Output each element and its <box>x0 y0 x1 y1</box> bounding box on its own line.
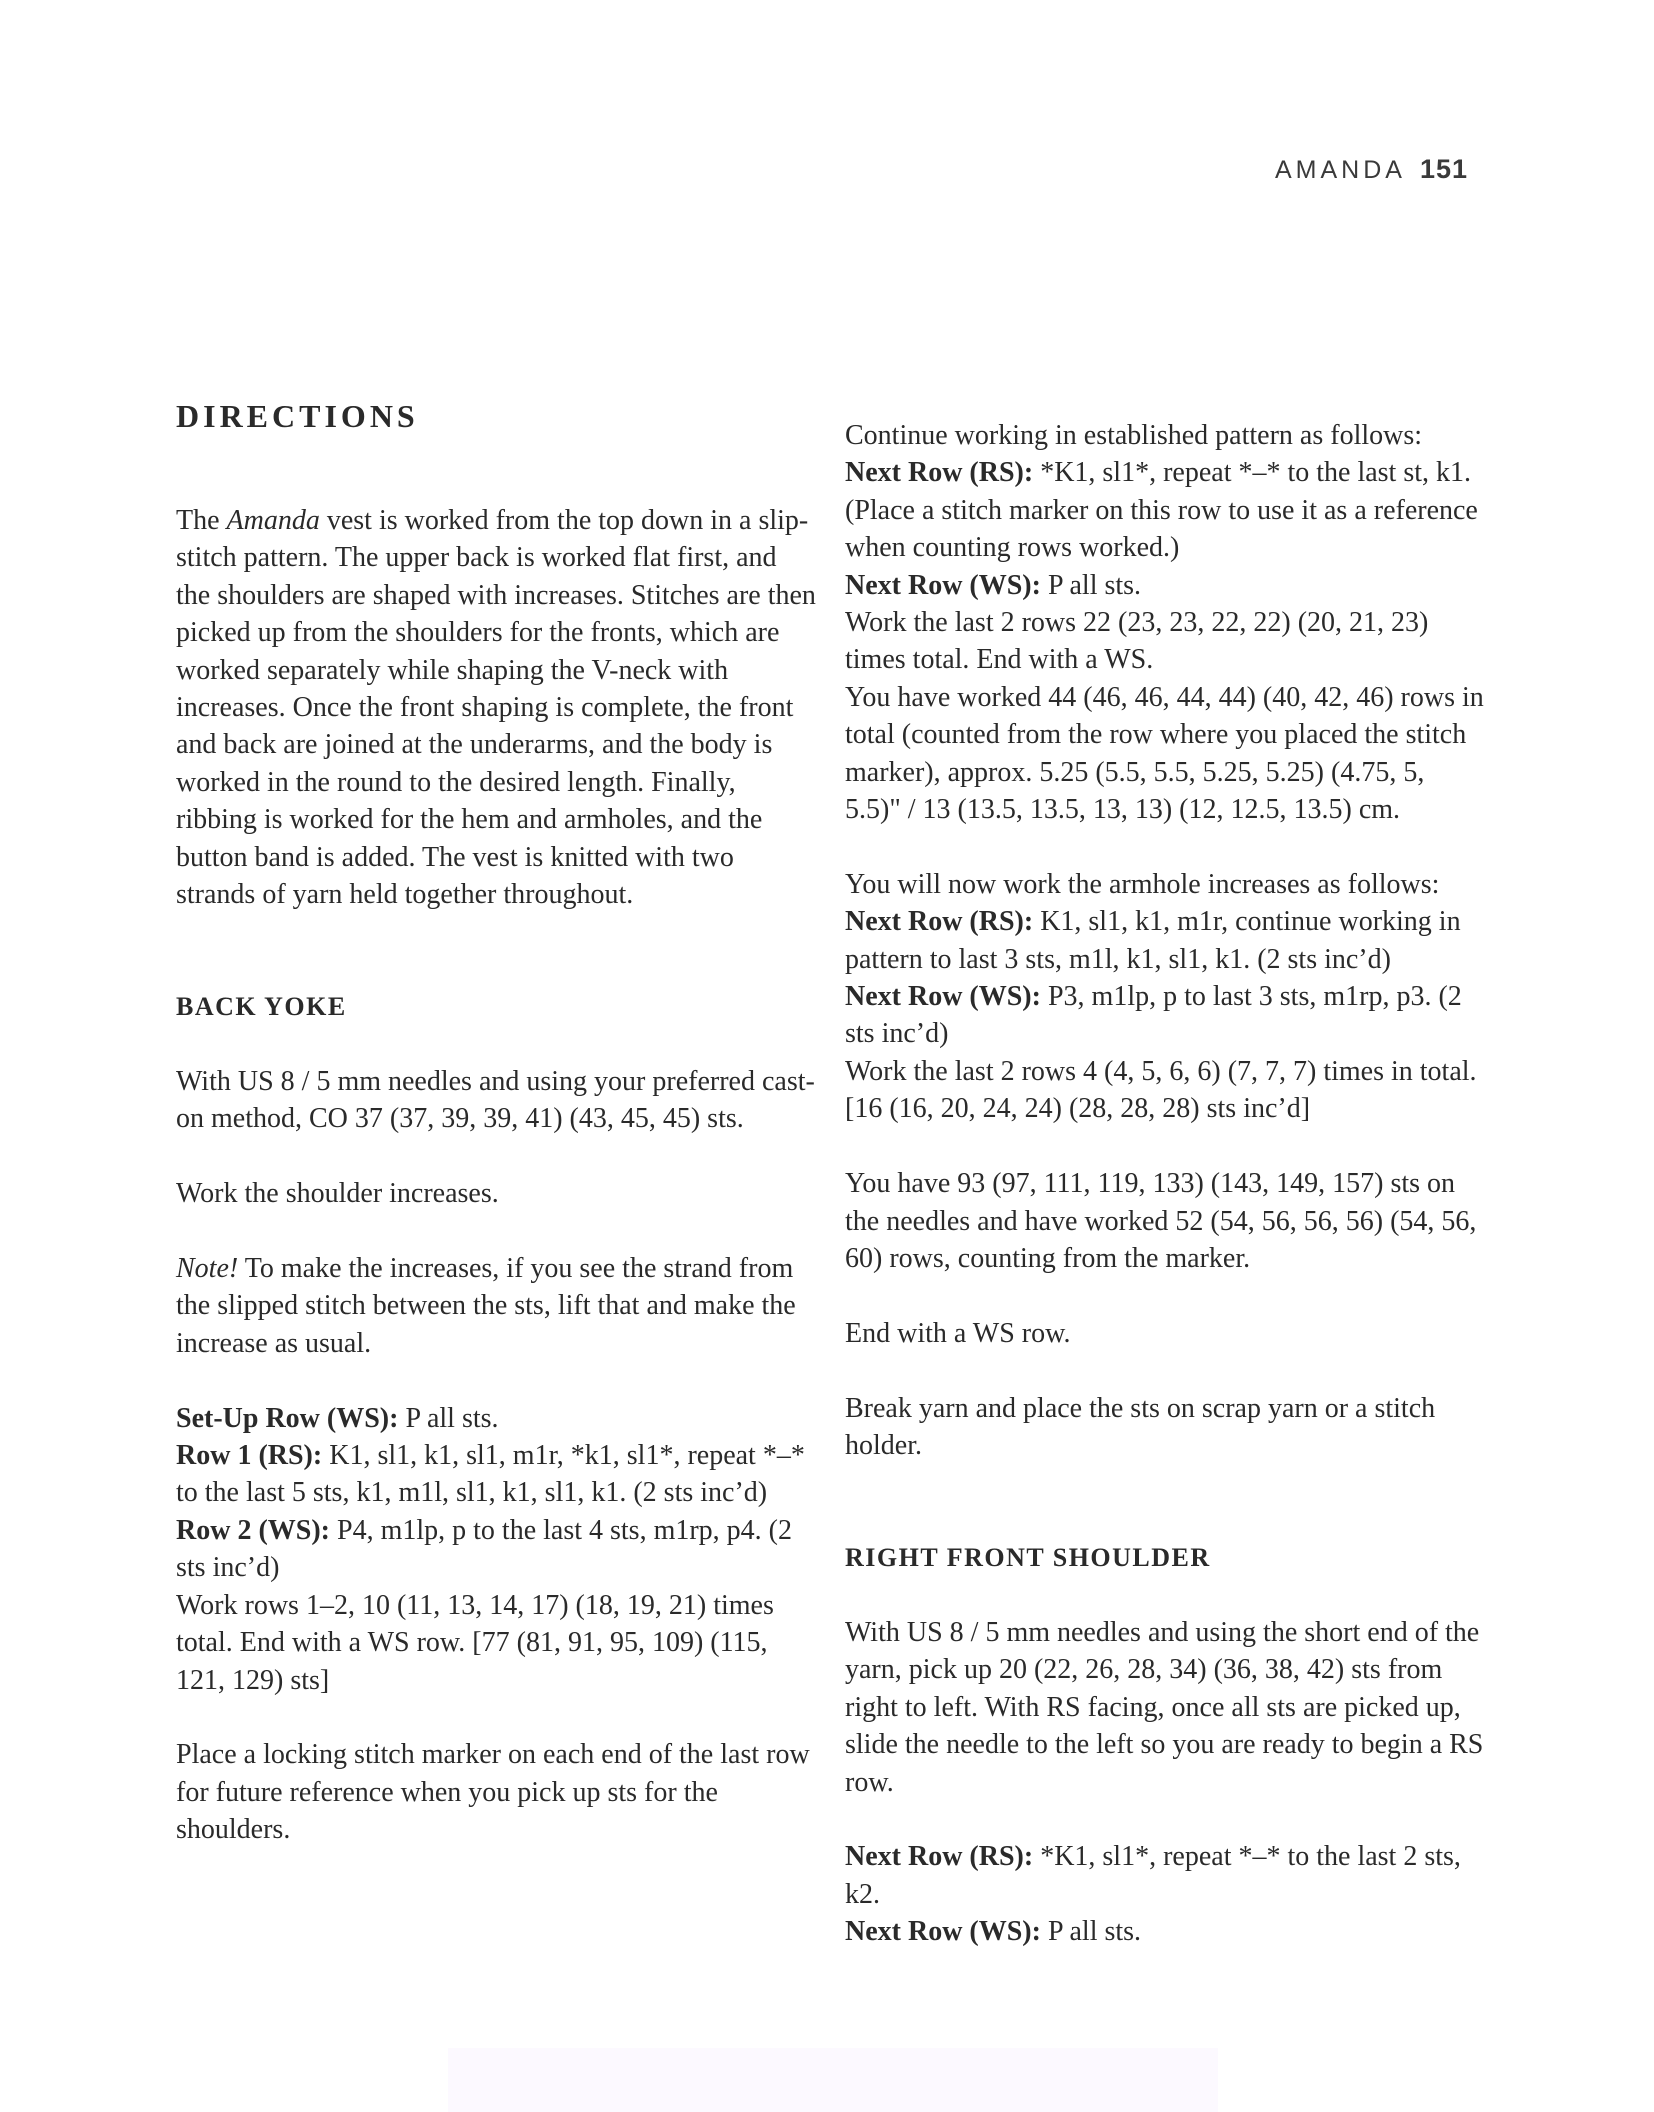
place-marker-instruction: Place a locking stitch marker on each end of the last row for future reference when you pick up sts for the shoulders. <box>176 1739 810 1846</box>
next-row-rs-3-text: *K1, sl1*, repeat *–* to the last 2 sts, k2. <box>845 1841 1461 1910</box>
stitch-count-summary: You have 93 (97, 111, 119, 133) (143, 149, 157) sts on the needles and have worked 52 (54, 56, 56, 56) (54, 56, 60) rows, counting from the marker. <box>845 1168 1477 1274</box>
intro-post: vest is worked from the top down in a slip-stitch pattern. The upper back is worked flat first, and the shoulders are shaped with increases. Stitches are then picked up from the shoulders for the fronts, which are worked separately while shaping the V-neck with increases. Once the front shaping is complete, the front and back are joined at the underarms, and the body is worked in the round to the desired length. Finally, ribbing is worked for the hem and armholes, and the button band is added. The vest is knitted with two strands of yarn held together throughout. <box>176 505 816 911</box>
work-last-rows-1: Work the last 2 rows 22 (23, 23, 22, 22) (20, 21, 23) times total. End with a WS. <box>845 607 1429 676</box>
next-row-ws-1-label: Next Row (WS): <box>845 569 1041 601</box>
right-front-shoulder-pickup: With US 8 / 5 mm needles and using the short end of the yarn, pick up 20 (22, 26, 28, 34) (36, 38, 42) sts from right to left. With RS facing, once all sts are picked up, slide the needle to the left so you are ready to begin a RS row. <box>845 1616 1484 1798</box>
next-row-rs-2-text: K1, sl1, k1, m1r, continue working in pattern to last 3 sts, m1l, k1, sl1, k1. (2 sts inc’d) <box>845 906 1461 975</box>
right-front-shoulder-heading: RIGHT FRONT SHOULDER <box>845 1543 1211 1573</box>
setup-row-label: Set-Up Row (WS): <box>176 1402 399 1434</box>
back-yoke-shoulder-increases: Work the shoulder increases. <box>176 1178 499 1210</box>
back-yoke-cast-on: With US 8 / 5 mm needles and using your preferred cast-on method, CO 37 (37, 39, 39, 41) (43, 45, 45) sts. <box>176 1066 815 1135</box>
work-last-rows-2: Work the last 2 rows 4 (4, 5, 6, 6) (7, 7, 7) times in total. [16 (16, 20, 24, 24) (28, 28, 28) sts inc’d] <box>845 1055 1477 1125</box>
next-row-rs-3-label: Next Row (RS): <box>845 1841 1034 1873</box>
next-row-rs-1-text: *K1, sl1*, repeat *–* to the last st, k1. (Place a stitch marker on this row to use it as a reference when counting rows worked.) <box>845 457 1478 564</box>
next-row-rs-1 <box>845 454 1485 566</box>
continue-instruction: Continue working in established pattern as follows: <box>845 420 1423 451</box>
next-row-ws-2-label: Next Row (WS): <box>845 981 1041 1013</box>
row-1 <box>176 1437 816 1512</box>
intro-paragraph <box>176 502 816 913</box>
page-title: DIRECTIONS <box>176 398 419 434</box>
back-yoke-heading: BACK YOKE <box>176 992 347 1022</box>
note-paragraph <box>176 1250 816 1362</box>
running-head-title: AMANDA <box>1274 156 1406 184</box>
row-2 <box>176 1512 816 1587</box>
note-label: Note! <box>176 1253 239 1285</box>
right-column <box>845 417 1485 1951</box>
next-row-ws-3 <box>845 1913 1485 1950</box>
left-column <box>176 396 816 1849</box>
row-2-text: P4, m1lp, p to the last 4 sts, m1rp, p4. (2 sts inc’d) <box>176 1514 792 1584</box>
setup-row-text: P all sts. <box>398 1402 499 1434</box>
next-row-rs-3 <box>845 1838 1485 1913</box>
rows-worked-summary: You have worked 44 (46, 46, 44, 44) (40, 42, 46) rows in total (counted from the row where you placed the stitch marker), approx. 5.25 (5.5, 5.5, 5.25, 5.25) (4.75, 5, 5.5)" / 13 (13.5, 13.5, 13, 13) (12, 12.5, 13.5) cm. <box>845 681 1484 826</box>
footer-strip <box>448 2048 1218 2112</box>
next-row-ws-2-text: P3, m1lp, p to last 3 sts, m1rp, p3. (2 sts inc’d) <box>845 981 1462 1050</box>
pattern-name: Amanda <box>226 505 320 536</box>
row-2-label: Row 2 (WS): <box>176 1514 330 1546</box>
setup-row <box>176 1400 816 1437</box>
next-row-ws-1-text: P all sts. <box>1040 569 1142 601</box>
end-with-ws: End with a WS row. <box>845 1317 1071 1349</box>
next-row-ws-2 <box>845 978 1485 1053</box>
row-1-label: Row 1 (RS): <box>176 1440 323 1472</box>
running-head <box>1275 154 1468 185</box>
next-row-rs-2-label: Next Row (RS): <box>845 906 1034 938</box>
next-row-ws-3-text: P all sts. <box>1040 1916 1142 1948</box>
row-1-text: K1, sl1, k1, sl1, m1r, *k1, sl1*, repeat *–* to the last 5 sts, k1, m1l, sl1, k1, sl1, k1. (2 sts inc’d) <box>176 1440 805 1509</box>
next-row-rs-1-label: Next Row (RS): <box>845 457 1034 489</box>
note-text: To make the increases, if you see the strand from the slipped stitch between the sts, lift that and make the increase as usual. <box>176 1253 796 1359</box>
break-yarn-instruction: Break yarn and place the sts on scrap yarn or a stitch holder. <box>845 1392 1436 1461</box>
work-rows-instruction: Work rows 1–2, 10 (11, 13, 14, 17) (18, 19, 21) times total. End with a WS row. [77 (81, 91, 95, 109) (115, 121, 129) sts] <box>176 1589 774 1696</box>
next-row-rs-2 <box>845 903 1485 978</box>
page-number: 151 <box>1419 154 1468 184</box>
armhole-intro: You will now work the armhole increases as follows: <box>845 868 1440 900</box>
intro-pre: The <box>176 505 227 536</box>
next-row-ws-1 <box>845 567 1485 604</box>
next-row-ws-3-label: Next Row (WS): <box>845 1916 1041 1948</box>
